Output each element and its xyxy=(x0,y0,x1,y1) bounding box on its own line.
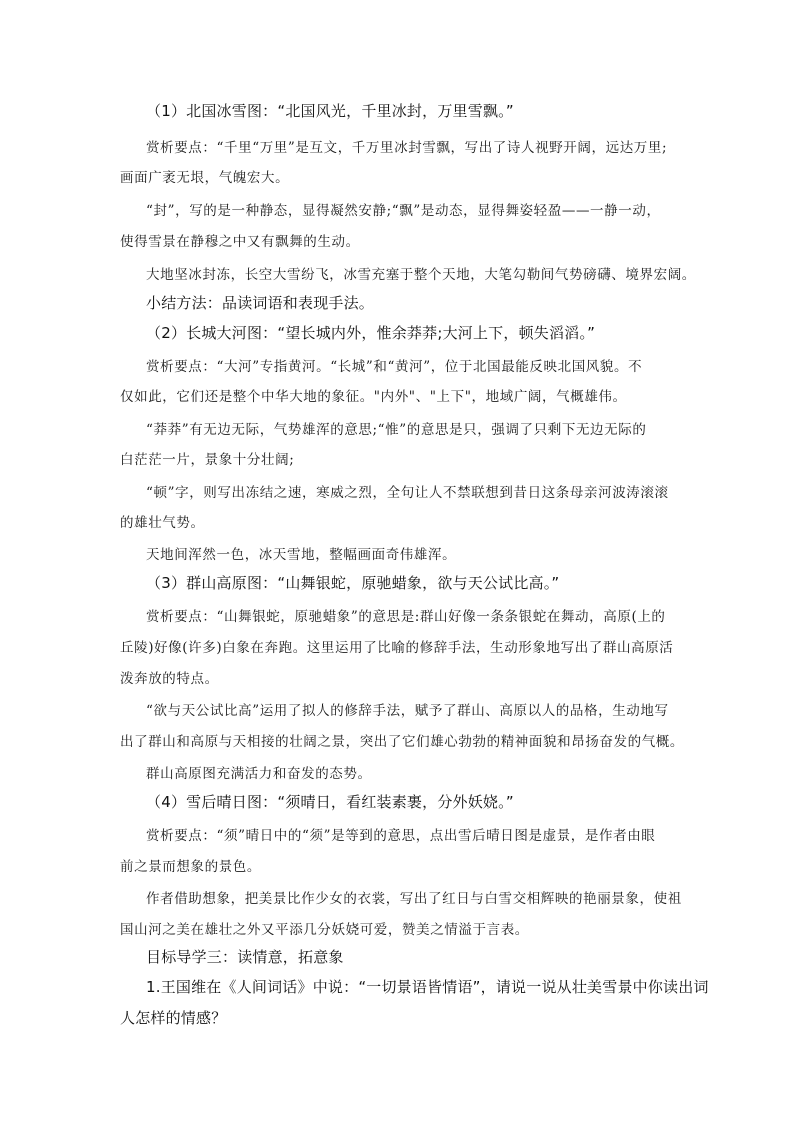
paragraph-line: 赏析要点：“大河”专指黄河。“长城”和“黄河”，位于北国最能反映北国风貌。不 xyxy=(146,359,643,375)
paragraph-line: 仅如此，它们还是整个中华大地的象征。"内外"、"上下"，地域广阔，气概雄伟。 xyxy=(120,389,627,405)
question-line: 1.王国维在《人间词话》中说：“一切景语皆情语”，请说一说从壮美雪景中你读出词 xyxy=(146,978,709,996)
paragraph-line: 丘陵)好像(许多)白象在奔跑。这里运用了比喻的修辞手法，生动形象地写出了群山高原活 xyxy=(120,640,674,656)
question-line: 人怎样的情感？ xyxy=(120,1009,227,1027)
section-heading-3: （3）群山高原图：“山舞银蛇，原驰蜡象，欲与天公试比高。” xyxy=(146,574,560,592)
paragraph-line: “顿”字，则写出冻结之速，寒威之烈，全句让人不禁联想到昔日这条母亲河波涛滚滚 xyxy=(146,485,669,501)
paragraph-line: 赏析要点：“山舞银蛇，原驰蜡象”的意思是:群山好像一条条银蛇在舞动，高原(上的 xyxy=(146,609,666,625)
paragraph-line: 画面广袤无垠，气魄宏大。 xyxy=(120,170,290,186)
paragraph-line: 使得雪景在静穆之中又有飘舞的生动。 xyxy=(120,234,360,250)
section-heading-2: （2）长城大河图：“望长城内外，惟余莽莽;大河上下，顿失滔滔。” xyxy=(146,324,596,342)
paragraph-line: 前之景而想象的景色。 xyxy=(120,859,261,875)
paragraph-line: 作者借助想象，把美景比作少女的衣裳，写出了红日与白雪交相辉映的艳丽景象，使祖 xyxy=(146,891,682,907)
section-heading-4: （4）雪后晴日图：“须晴日，看红装素裹，分外妖娆。” xyxy=(146,793,514,811)
paragraph-line: “欲与天公试比高”运用了拟人的修辞手法，赋予了群山、高原以人的品格，生动地写 xyxy=(146,703,669,719)
summary-line: 小结方法：品读词语和表现手法。 xyxy=(146,294,375,312)
paragraph-line: 泼奔放的特点。 xyxy=(120,671,219,687)
paragraph-line: 国山河之美在雄壮之外又平添几分妖娆可爱，赞美之情溢于言表。 xyxy=(120,922,529,938)
section-heading-1: （1）北国冰雪图：“北国风光，千里冰封，万里雪飘。” xyxy=(146,102,514,120)
paragraph-line: 的雄壮气势。 xyxy=(120,515,205,531)
paragraph-line: 赏析要点：“千里“万里”是互文，千万里冰封雪飘，写出了诗人视野开阔，远达万里; xyxy=(146,140,668,156)
paragraph-line: 群山高原图充满活力和奋发的态势。 xyxy=(146,766,372,782)
paragraph-line: 大地坚冰封冻，长空大雪纷飞，冰雪充塞于整个天地，大笔勾勒间气势磅礴、境界宏阔。 xyxy=(146,267,696,283)
paragraph-line: 出了群山和高原与天相接的壮阔之景，突出了它们雄心勃勃的精神面貌和昂扬奋发的气概。 xyxy=(120,734,684,750)
paragraph-line: 白茫茫一片，景象十分壮阔; xyxy=(120,452,295,468)
paragraph-line: “莽莽”有无边无际，气势雄浑的意思;“惟”的意思是只，强调了只剩下无边无际的 xyxy=(146,422,647,438)
paragraph-line: 天地间浑然一色，冰天雪地，整幅画面奇伟雄浑。 xyxy=(146,547,457,563)
goal-heading: 目标导学三：读情意，拓意象 xyxy=(146,948,344,966)
paragraph-line: “封”，写的是一种静态，显得凝然安静;“飘”是动态，显得舞姿轻盈——一静一动， xyxy=(146,203,661,219)
paragraph-line: 赏析要点：“须”晴日中的“须”是等到的意思，点出雪后晴日图是虚景，是作者由眼 xyxy=(146,828,656,844)
